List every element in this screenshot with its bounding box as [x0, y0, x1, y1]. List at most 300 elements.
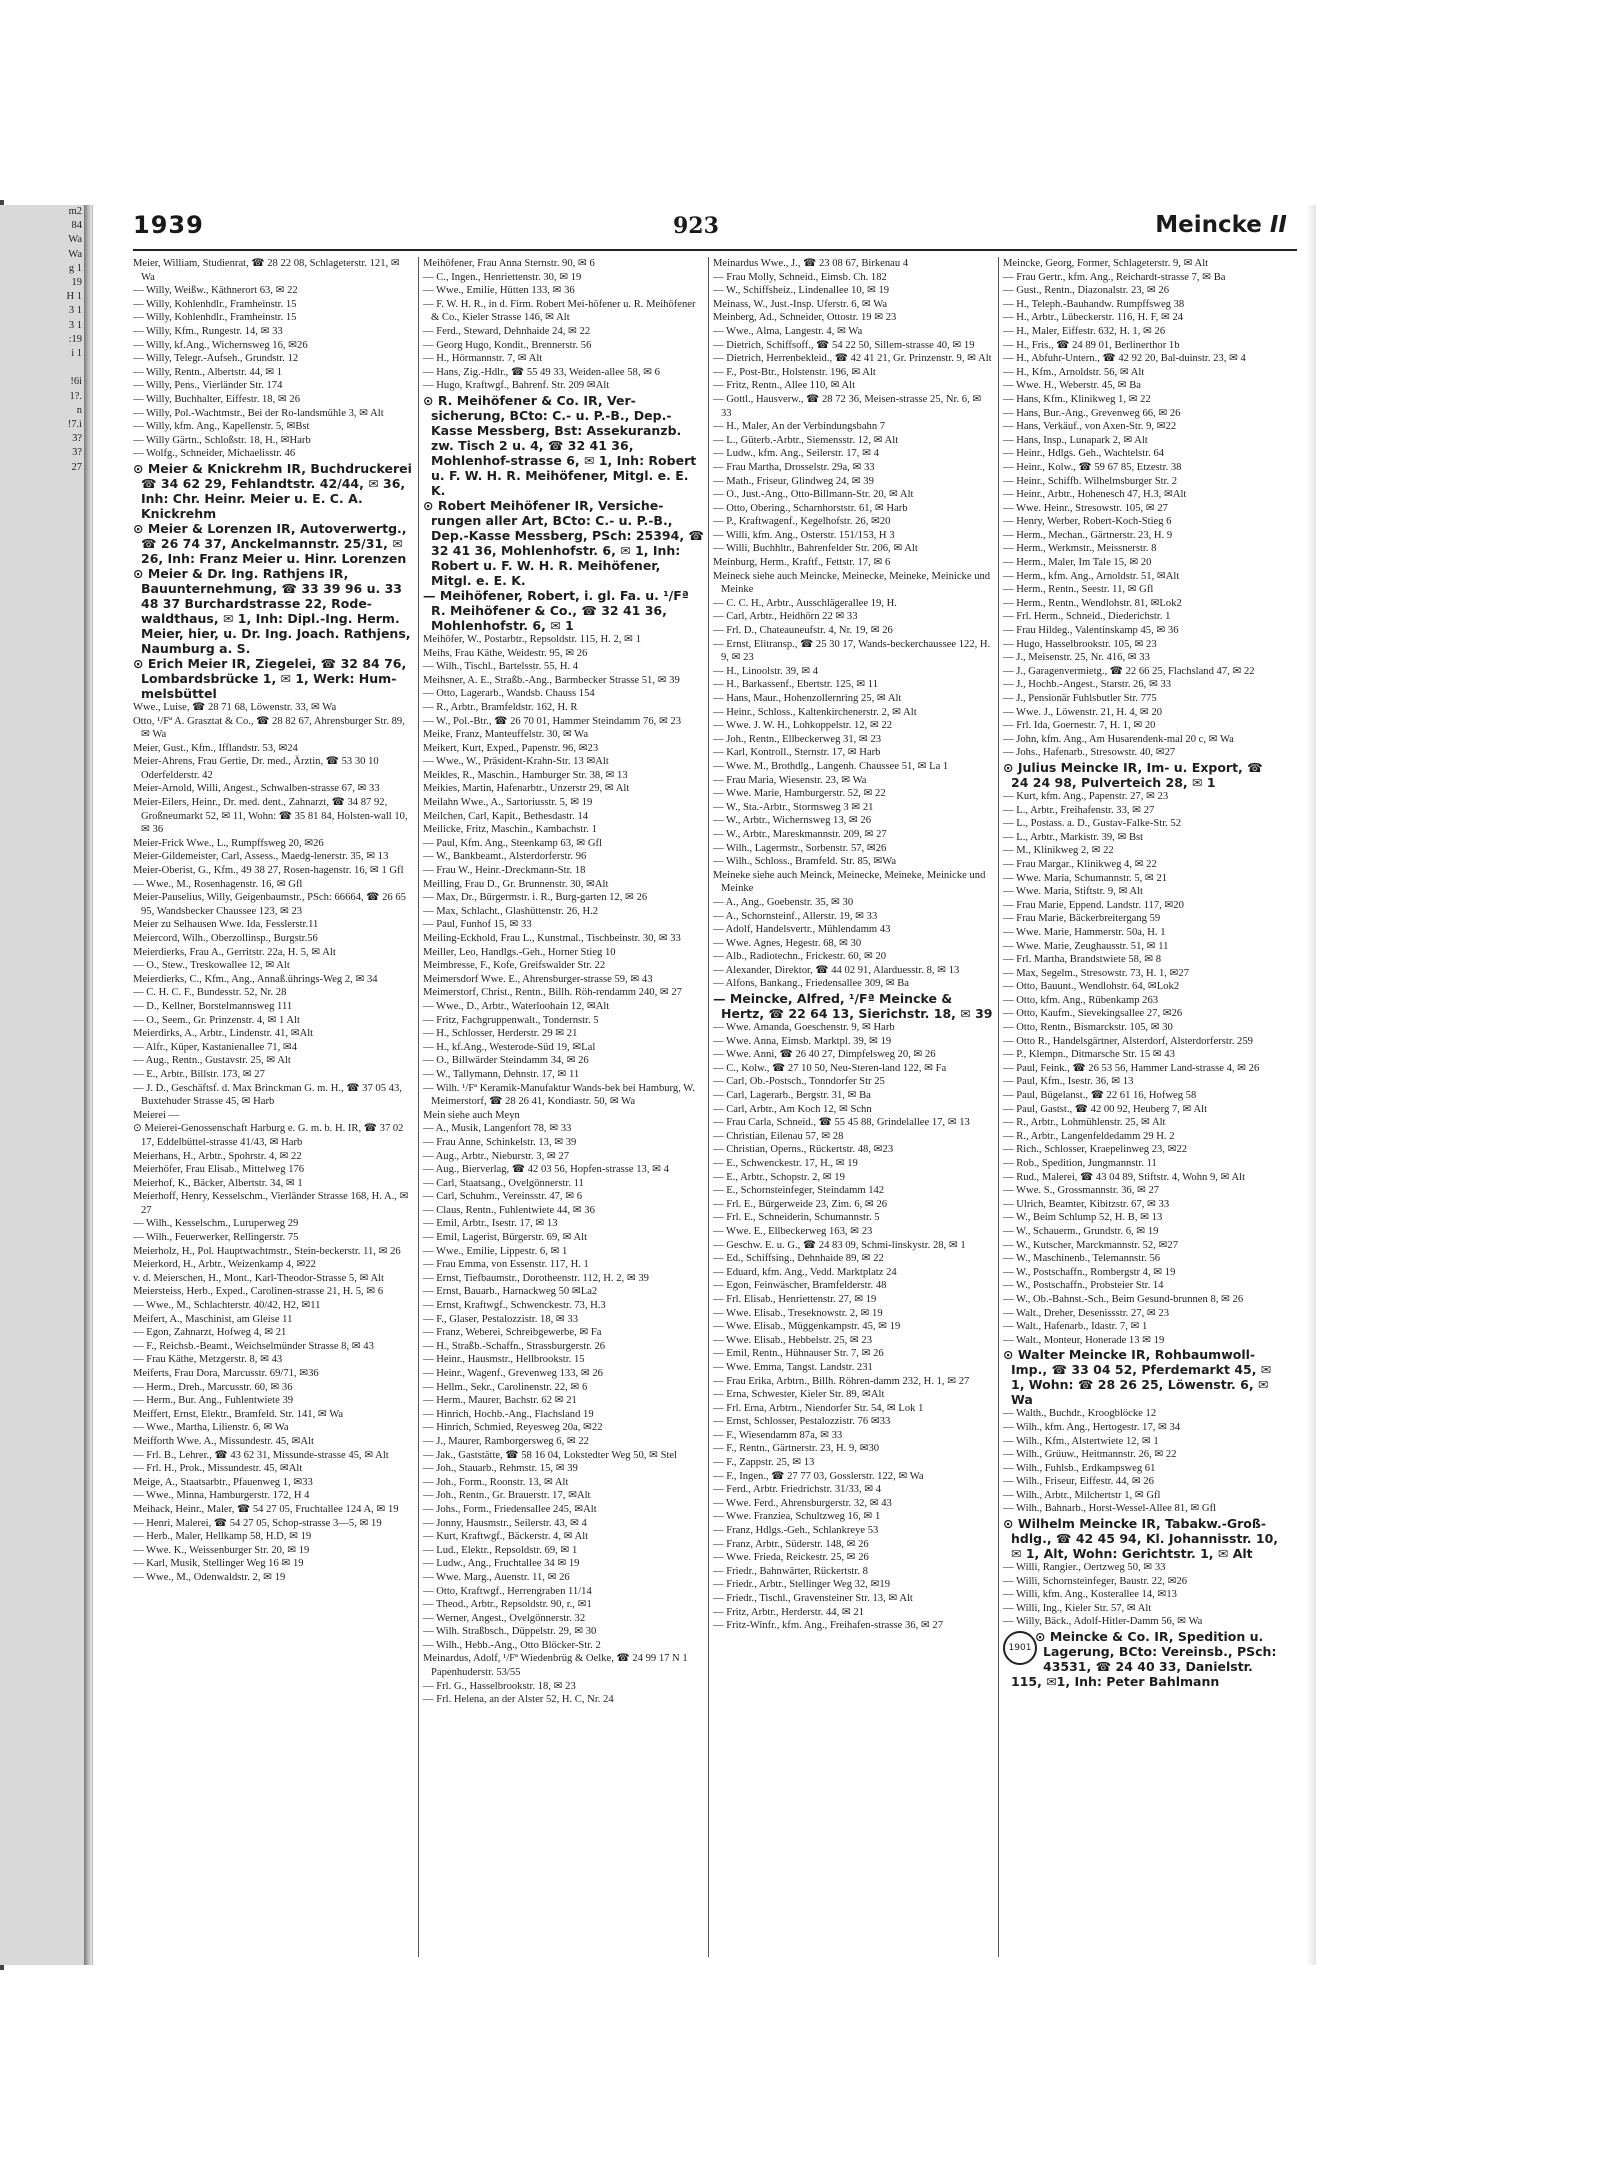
directory-entry: Meier, William, Studienrat, ☎ 28 22 08, Schlageterstr. 121, ✉ Wa	[133, 258, 400, 283]
directory-entry: — F., Zappstr. 25, ✉ 13	[713, 1457, 815, 1469]
directory-entry: — W., Sta.-Arbtr., Stormsweg 3 ✉ 21	[713, 801, 874, 813]
directory-entry: — Heinr., Kolw., ☎ 59 67 85, Etzestr. 38	[1003, 461, 1182, 473]
directory-entry: — Ernst, Tiefbaumstr., Dorotheenstr. 112, H. 2, ✉ 39	[423, 1272, 649, 1284]
directory-entry: — Paul, Kfm. Ang., Steenkamp 63, ✉ Gfl	[423, 837, 602, 849]
directory-entry: — Frau Marie, Eppend. Landstr. 117, ✉20	[1003, 899, 1184, 911]
directory-entry: — Joh., Rentn., Gr. Brauerstr. 17, ✉Alt	[423, 1490, 591, 1502]
directory-entry: — Wwe. Maria, Schumannstr. 5, ✉ 21	[1003, 872, 1168, 884]
directory-entry: — Willi, kfm. Ang., Osterstr. 151/153, H 3	[713, 529, 895, 541]
strip-line: Wa	[68, 248, 82, 260]
directory-entry: — H., Linoolstr. 39, ✉ 4	[713, 665, 819, 677]
directory-entry: ⊙ Meier & Knickrehm IR, Buchdruckerei ☎ 34 62 29, Fehlandtstr. 42/44, ✉ 36, Inh: Chr. Heinr. Meier u. E. C. A. Knickrehm	[133, 460, 412, 521]
directory-entry: — Max, Schlacht., Glashüttenstr. 26, H.2	[423, 905, 599, 917]
directory-entry: — Otto, Rentn., Bismarckstr. 105, ✉ 30	[1003, 1022, 1173, 1034]
directory-entry: — O., Just.-Ang., Otto-Billmann-Str. 20, ✉ Alt	[713, 489, 914, 501]
directory-entry: — Willy, Telegr.-Aufseh., Grundstr. 12	[133, 353, 299, 365]
directory-entry: — Wwe. Emma, Tangst. Landstr. 231	[713, 1361, 873, 1373]
strip-line	[0, 588, 84, 602]
directory-entry: Meinardus, Adolf, ¹/Fª Wiedenbrüg & Oelke, ☎ 24 99 17 N 1 Papenhuderstr. 53/55	[423, 1653, 688, 1679]
strip-line	[0, 830, 84, 844]
directory-entry: — Frau Hildeg., Valentinskamp 45, ✉ 36	[1003, 625, 1179, 637]
directory-entry: — A., Schornsteinf., Allerstr. 19, ✉ 33	[713, 910, 878, 922]
directory-entry: — H., Schlosser, Herderstr. 29 ✉ 21	[423, 1028, 578, 1040]
directory-entry: Meinberg, Ad., Schneider, Ottostr. 19 ✉ 23	[713, 312, 897, 324]
directory-entry: — C., Ingen., Henriettenstr. 30, ✉ 19	[423, 271, 582, 283]
directory-entry: — Wwe. Amanda, Goeschenstr. 9, ✉ Harb	[713, 1022, 895, 1034]
directory-entry: Meige, A., Staatsarbtr., Pfauenweg 1, ✉33	[133, 1476, 313, 1488]
directory-entry: Meierdierks, C., Kfm., Ang., Annaß.ührings-Weg 2, ✉ 34	[133, 973, 378, 985]
strip-line	[0, 503, 84, 517]
directory-entry: — Willy, Pens., Vierländer Str. 174	[133, 380, 283, 392]
directory-entry: — Hans, Insp., Lunapark 2, ✉ Alt	[1003, 434, 1148, 446]
book-gutter	[84, 205, 92, 1965]
directory-entry: — C. H. C. F., Bundesstr. 52, Nr. 28	[133, 987, 287, 999]
directory-entry: Meier zu Selhausen Wwe. Ida, Fesslerstr.11	[133, 919, 319, 931]
strip-line	[0, 759, 84, 773]
directory-entry: Meilahn Wwe., A., Sartoriusstr. 5, ✉ 19	[423, 797, 593, 809]
directory-entry: — Otto, Obering., Scharnhorststr. 61, ✉ Harb	[713, 502, 908, 514]
strip-line: 1?.	[69, 390, 82, 402]
directory-entry: — Wilh., Arbtr., Milchertstr 1, ✉ Gfl	[1003, 1489, 1161, 1501]
strip-line	[0, 1086, 84, 1100]
directory-entry: — Wilh., Fuhlsb., Erdkampsweg 61	[1003, 1462, 1156, 1474]
directory-entry: Meineke siehe auch Meinck, Meinecke, Meineke, Meinicke und Meinke	[713, 869, 986, 895]
directory-entry: Meifforth Wwe. A., Missundestr. 45, ✉Alt	[133, 1435, 314, 1447]
strip-line	[0, 674, 84, 688]
directory-entry: Meiercord, Wilh., Oberzollinsp., Burgstr.56	[133, 933, 318, 944]
strip-line	[0, 574, 84, 588]
directory-entry: — Herm., Dreh., Marcusstr. 60, ✉ 36	[133, 1381, 293, 1393]
directory-entry: — Wilh., Bahnarb., Horst-Wessel-Allee 81, ✉ Gfl	[1003, 1503, 1217, 1515]
directory-entry: — Frau Anne, Schinkelstr. 13, ✉ 39	[423, 1136, 577, 1148]
directory-entry: — Dietrich, Schiffsoff., ☎ 54 22 50, Sillem-strasse 40, ✉ 19	[713, 339, 975, 351]
directory-entry: — E., Schwenckestr. 17, H., ✉ 19	[713, 1158, 858, 1169]
directory-entry: — Hugo, Hasselbrookstr. 105, ✉ 23	[1003, 638, 1157, 650]
firm-seal-icon: 1901	[1003, 1631, 1037, 1665]
directory-entry: Meikies, Martin, Hafenarbtr., Unzerstr 29, ✉ Alt	[423, 783, 630, 795]
strip-line: !7.ì	[67, 419, 82, 431]
directory-entry: — Herb., Maler, Hellkamp 58, H.D, ✉ 19	[133, 1531, 312, 1543]
directory-entry: — Kurt, Kraftwgf., Bäckerstr. 4, ✉ Alt	[423, 1531, 589, 1543]
strip-line	[0, 1199, 84, 1213]
directory-entry: — Karl, Kontroll., Sternstr. 17, ✉ Harb	[713, 747, 881, 759]
directory-entry: — Frau Emma, von Essenstr. 117, H. 1	[423, 1259, 589, 1271]
directory-entry: — E., Arbtr., Billstr. 173, ✉ 27	[133, 1068, 265, 1080]
directory-entry: — Joh., Rentn., Ellbeckerweg 31, ✉ 23	[713, 733, 882, 745]
directory-entry: — W., Beim Schlump 52, H. B, ✉ 13	[1003, 1212, 1163, 1224]
strip-line	[0, 802, 84, 816]
strip-line	[0, 1029, 84, 1043]
directory-entry: — Wwe. H., Weberstr. 45, ✉ Ba	[1003, 380, 1141, 392]
directory-entry: — F., Rentn., Gärtnerstr. 23, H. 9, ✉30	[713, 1443, 880, 1455]
directory-entry: — Wwe., Minna, Hamburgerstr. 172, H 4	[133, 1490, 310, 1502]
directory-entry: — Wwe., Emilie, Hütten 133, ✉ 36	[423, 285, 575, 297]
directory-entry: Meinardus Wwe., J., ☎ 23 08 67, Birkenau 4	[713, 258, 909, 269]
directory-entry: — Meihöfener, Robert, i. gl. Fa. u. ¹/Fª R. Meihöfener & Co., ☎ 32 41 36, Mohlenhofstr. 6, ✉ 1	[423, 587, 689, 633]
directory-entry: Meier-Gildemeister, Carl, Assess., Maedg-lenerstr. 35, ✉ 13	[133, 851, 389, 863]
directory-entry: — Fritz, Fachgruppenwalt., Tondernstr. 5	[423, 1014, 599, 1026]
directory-entry: Meimbresse, F., Kofe, Greifswalder Str. 22	[423, 960, 606, 972]
strip-line	[0, 944, 84, 958]
directory-entry: Meihs, Frau Käthe, Weidestr. 95, ✉ 26	[423, 647, 588, 659]
directory-entry: — Wwe. Anna, Eimsb. Marktpl. 39, ✉ 19	[713, 1035, 892, 1047]
directory-entry: — Willy, kfm. Ang., Kapellenstr. 5, ✉Bst	[133, 421, 310, 433]
directory-entry: — Hans, Verkäuf., von Axen-Str. 9, ✉22	[1003, 421, 1177, 433]
directory-entry: — Wilh., Grüuw., Heitmannstr. 26, ✉ 22	[1003, 1449, 1177, 1461]
directory-entry: — Herm., Bur. Ang., Fuhlentwiete 39	[133, 1395, 294, 1407]
directory-entry: — L., Arbtr., Markistr. 39, ✉ Bst	[1003, 831, 1144, 843]
range-name: Meincke	[1155, 212, 1262, 238]
directory-entry: — Wilh., Hebb.-Ang., Otto Blöcker-Str. 2	[423, 1639, 601, 1651]
directory-entry: — O., Billwärder Steindamm 34, ✉ 26	[423, 1055, 589, 1067]
directory-entry: — W., Ob.-Bahnst.-Sch., Beim Gesund-brunnen 8, ✉ 26	[1003, 1293, 1244, 1305]
directory-entry: — J., Meisenstr. 25, Nr. 416, ✉ 33	[1003, 652, 1150, 664]
strip-line	[0, 617, 84, 631]
directory-entry: Meilling, Frau D., Gr. Brunnenstr. 30, ✉Alt	[423, 878, 609, 890]
directory-entry: — W., Tallymann, Dehnstr. 17, ✉ 11	[423, 1068, 580, 1080]
directory-entry: — Walt., Hafenarb., Idastr. 7, ✉ 1	[1003, 1321, 1148, 1333]
directory-entry: Meier-Arnold, Willi, Angest., Schwalben-strasse 67, ✉ 33	[133, 783, 380, 795]
directory-entry: Meier-Pauselius, Willy, Geigenbaumstr., PSch: 66664, ☎ 26 65 95, Wandsbecker Chaussee 123, ✉ 23	[133, 892, 406, 917]
directory-entry: — Willy, Rentn., Albertstr. 44, ✉ 1	[133, 366, 283, 378]
directory-entry: — J., Maurer, Ramborgersweg 6, ✉ 22	[423, 1435, 589, 1447]
directory-entry: Meierholz, H., Pol. Hauptwachtmstr., Stein-beckerstr. 11, ✉ 26	[133, 1245, 401, 1257]
directory-entry: — Friedr., Bahnwärter, Rückertstr. 8	[713, 1565, 868, 1577]
directory-entry: — W., Maschinenb., Telemannstr. 56	[1003, 1253, 1161, 1265]
range-roman: II	[1269, 212, 1287, 238]
directory-entry: — Willi, Schornsteinfeger, Baustr. 22, ✉26	[1003, 1575, 1188, 1587]
directory-entry: — Rob., Spedition, Jungmannstr. 11	[1003, 1158, 1157, 1169]
directory-entry: — Hinrich, Hochb.-Ang., Flachsland 19	[423, 1408, 594, 1420]
strip-line	[0, 546, 84, 560]
directory-entry: — Willy, kf.Ang., Wichernsweg 16, ✉26	[133, 339, 308, 351]
directory-entry: — Ernst, Bauarb., Harnackweg 50 ✉La2	[423, 1286, 598, 1298]
strip-line	[0, 887, 84, 901]
strip-line	[0, 1142, 84, 1156]
directory-entry: — W., Postschaffn., Probsteier Str. 14	[1003, 1280, 1164, 1292]
directory-entry: — Theod., Arbtr., Repsoldstr. 90, r., ✉1	[423, 1599, 592, 1611]
directory-entry: — W., Schauerm., Grundstr. 6, ✉ 19	[1003, 1225, 1159, 1237]
directory-entry: Meifert, A., Maschinist, am Gleise 11	[133, 1313, 293, 1325]
directory-entry: — Dietrich, Herrenbekleid., ☎ 42 41 21, Gr. Prinzenstr. 9, ✉ Alt	[713, 353, 992, 365]
directory-entry: — Wwe. Elisab., Treseknowstr. 2, ✉ 19	[713, 1307, 883, 1319]
page-number: 923	[673, 213, 719, 239]
directory-entry: — Willy, Kohlenhdlr., Framheinstr. 15	[133, 312, 297, 324]
directory-entry: — Wwe. Elisab., Hebbelstr. 25, ✉ 23	[713, 1334, 873, 1346]
directory-entry: — Otto, Kraftwgf., Herrengraben 11/14	[423, 1585, 592, 1597]
strip-line	[0, 475, 84, 489]
directory-entry: — Frl. E., Bürgerweide 23, Zim. 6, ✉ 26	[713, 1198, 888, 1210]
directory-entry: — Frau Käthe, Metzgerstr. 8, ✉ 43	[133, 1354, 283, 1366]
directory-entry: — Wwe., M., Odenwaldstr. 2, ✉ 19	[133, 1571, 286, 1583]
directory-columns	[133, 257, 1297, 1957]
directory-entry: — O., Stew., Treskowallee 12, ✉ Alt	[133, 960, 290, 972]
directory-entry: — Willy, Pol.-Wachtmstr., Bei der Ro-landsmühle 3, ✉ Alt	[133, 407, 384, 419]
directory-entry: — Frl. Elisab., Henriettenstr. 27, ✉ 19	[713, 1293, 877, 1305]
strip-line	[0, 560, 84, 574]
directory-entry: — Frau Gertr., kfm. Ang., Reichardt-strasse 7, ✉ Ba	[1003, 271, 1226, 283]
directory-entry: — Frau W., Heinr.-Dreckmann-Str. 18	[423, 865, 586, 877]
strip-line: n	[76, 404, 82, 416]
directory-entry: — Hinrich, Schmied, Reyesweg 20a, ✉22	[423, 1422, 603, 1434]
directory-entry: — Math., Friseur, Glindweg 24, ✉ 39	[713, 475, 874, 487]
directory-entry: Meihöfener, Frau Anna Sternstr. 90, ✉ 6	[423, 258, 595, 269]
directory-entry: — Max, Dr., Bürgermstr. i. R., Burg-garten 12, ✉ 26	[423, 892, 648, 904]
directory-entry: — Frl. G., Hasselbrookstr. 18, ✉ 23	[423, 1680, 576, 1692]
directory-entry: — Werner, Angest., Ovelgönnerstr. 32	[423, 1612, 586, 1624]
directory-entry: — Franz, Arbtr., Süderstr. 148, ✉ 26	[713, 1538, 869, 1550]
previous-page-strip	[0, 205, 84, 1965]
directory-entry: — Frl. B., Lehrer., ☎ 43 62 31, Missunde-strasse 45, ✉ Alt	[133, 1449, 389, 1461]
directory-entry: Meineck siehe auch Meincke, Meinecke, Meineke, Meinicke und Meinke	[713, 570, 991, 596]
directory-entry: — H., kf.Ang., Westerode-Süd 19, ✉Lal	[423, 1041, 596, 1053]
strip-line	[0, 1114, 84, 1128]
strip-line	[0, 361, 84, 375]
directory-entry: ⊙ Walter Meincke IR, Rohbaumwoll-Imp., ☎ 33 04 52, Pferdemarkt 45, ✉ 1, Wohn: ☎ 28 26 25, Löwenstr. 6, ✉Wa	[1003, 1347, 1272, 1408]
directory-entry: — Wwe. Heinr., Stresowstr. 105, ✉ 27	[1003, 502, 1168, 514]
directory-entry: — Alfons, Bankang., Friedensallee 309, ✉ Ba	[713, 978, 909, 990]
directory-entry: — W., Schiffsheiz., Lindenallee 10, ✉ 19	[713, 285, 890, 297]
directory-entry: — Ernst, Schlosser, Pestalozzistr. 76 ✉33	[713, 1416, 891, 1428]
strip-line: m2	[68, 206, 82, 217]
directory-entry: — Frl. Helena, an der Alster 52, H. C, Nr. 24	[423, 1694, 614, 1706]
directory-entry: Meierdirks, A., Arbtr., Lindenstr. 41, ✉Alt	[133, 1028, 314, 1040]
directory-entry: — Wwe. Anni, ☎ 26 40 27, Dimpfelsweg 20, ✉ 26	[713, 1049, 936, 1061]
directory-entry: — Karl, Musik, Stellinger Weg 16 ✉ 19	[133, 1558, 304, 1570]
directory-entry: — Heinr., Schiffb. Wilhelmsburger Str. 2	[1003, 475, 1178, 487]
directory-entry: Meiffert, Ernst, Elektr., Bramfeld. Str. 141, ✉ Wa	[133, 1408, 344, 1420]
directory-entry: — Alb., Radiotechn., Frickestr. 60, ✉ 20	[713, 951, 887, 963]
strip-line	[0, 660, 84, 674]
directory-entry: — Herm., Rentn., Wendlohstr. 81, ✉Lok2	[1003, 597, 1182, 609]
directory-entry: — Willy Gärtn., Schloßstr. 18, H., ✉Harb	[133, 434, 311, 446]
directory-entry: — Frau Erika, Arbtrn., Billh. Röhren-damm 232, H. 1, ✉ 27	[713, 1375, 970, 1387]
directory-entry: — Willy, Kohlenhdlr., Framheinstr. 15	[133, 298, 297, 310]
strip-line	[0, 986, 84, 1000]
strip-line	[0, 972, 84, 986]
directory-entry: — Ed., Schiffsing., Dehnhaide 89, ✉ 22	[713, 1253, 884, 1265]
directory-entry: — H., Kfm., Arnoldstr. 56, ✉ Alt	[1003, 366, 1145, 378]
directory-entry: Meier-Frick Wwe., L., Rumpffsweg 20, ✉26	[133, 837, 324, 849]
directory-entry: — Frl. D., Chateauneufstr. 4, Nr. 19, ✉ 26	[713, 625, 893, 637]
directory-entry: — H., Hörmannstr. 7, ✉ Alt	[423, 353, 543, 365]
directory-entry: Meierhöfer, Frau Elisab., Mittelweg 176	[133, 1164, 305, 1176]
directory-entry: Meierdierks, Frau A., Gerritstr. 22a, H. 5, ✉ Alt	[133, 946, 336, 958]
directory-entry: — Heinr., Schloss., Kaltenkirchenerstr. 2, ✉ Alt	[713, 706, 917, 718]
directory-entry: — R., Arbtr., Lohmühlenstr. 25, ✉ Alt	[1003, 1117, 1166, 1129]
directory-entry: — Johs., Form., Friedensallee 245, ✉Alt	[423, 1503, 597, 1515]
strip-line: H 1	[66, 291, 82, 303]
directory-entry: — Willi, kfm. Ang., Kosterallee 14, ✉13	[1003, 1589, 1177, 1601]
directory-entry: — John, kfm. Ang., Am Husarendenk-mal 20 c, ✉ Wa	[1003, 733, 1234, 745]
directory-entry: — R., Arbtr., Langenfeldedamm 29 H. 2	[1003, 1130, 1175, 1142]
directory-entry: — F., Glaser, Pestalozzistr. 18, ✉ 33	[423, 1313, 579, 1325]
directory-page	[92, 205, 1307, 1965]
directory-entry: — C., Kolw., ☎ 27 10 50, Neu-Steren-land 122, ✉ Fa	[713, 1062, 947, 1074]
directory-entry: — E., Arbtr., Schopstr. 2, ✉ 19	[713, 1171, 845, 1183]
strip-line	[0, 1071, 84, 1085]
directory-entry: — Fritz, Rentn., Allee 110, ✉ Alt	[713, 380, 856, 392]
column-divider	[708, 257, 709, 1957]
directory-entry: — L., Arbtr., Freihafenstr. 33, ✉ 27	[1003, 804, 1155, 816]
directory-entry: — Rich., Schlosser, Kraepelinweg 23, ✉22	[1003, 1144, 1188, 1156]
directory-entry: Meinass, W., Just.-Insp. Uferstr. 6, ✉ Wa	[713, 298, 888, 310]
directory-entry: — Wwe., Emilie, Lippestr. 6, ✉ 1	[423, 1245, 568, 1257]
right-page-edge	[1306, 205, 1316, 1965]
directory-entry: — Hans, Maur., Hohenzollernring 25, ✉ Alt	[713, 693, 902, 704]
directory-entry: — Adolf, Handelsvertr., Mühlendamm 43	[713, 924, 891, 936]
directory-entry: — Paul, Funhof 15, ✉ 33	[423, 919, 532, 931]
directory-entry: — Lud., Elektr., Repsoldstr. 69, ✉ 1	[423, 1544, 578, 1556]
directory-entry: — H., Maler, Eiffestr. 632, H. 1, ✉ 26	[1003, 325, 1166, 337]
directory-entry: — Geschw. E. u. G., ☎ 24 83 09, Schmi-linskystr. 28, ✉ 1	[713, 1239, 966, 1251]
directory-entry: — Hans, Kfm., Klinikweg 1, ✉ 22	[1003, 393, 1151, 405]
directory-entry: — Wwe. M., Brothdlg., Langenh. Chaussee 51, ✉ La 1	[713, 760, 949, 772]
strip-line	[0, 1213, 84, 1227]
strip-line	[0, 844, 84, 858]
strip-line: Wa	[68, 234, 82, 246]
directory-entry: — Christian, Eilenau 57, ✉ 28	[713, 1130, 844, 1142]
strip-line: 3 1	[68, 319, 82, 331]
directory-entry: — Wwe., M., Rosenhagenstr. 16, ✉ Gfl	[133, 878, 303, 890]
directory-entry: — H., Abfuhr-Untern., ☎ 42 92 20, Bal-duinstr. 23, ✉ 4	[1003, 353, 1246, 365]
strip-line	[0, 1000, 84, 1014]
directory-entry: ⊙ Erich Meier IR, Ziegelei, ☎ 32 84 76, Lombardsbrücke 1, ✉ 1, Werk: Hum-melsbüttel	[133, 655, 407, 701]
directory-entry: Meimerstorf, Christ., Rentn., Billh. Röh-rendamm 240, ✉ 27	[423, 987, 682, 999]
directory-entry: ⊙ Meierei-Genossenschaft Harburg e. G. m. b. H. IR, ☎ 37 02 17, Eddelbüttel-strasse 41/43, ✉ Harb	[133, 1123, 404, 1148]
directory-entry: Meierei —	[133, 1109, 180, 1121]
directory-entry: — Wwe. Elisab., Müggenkampstr. 45, ✉ 19	[713, 1321, 901, 1333]
directory-entry: — Friedr., Arbtr., Stellinger Weg 32, ✉19	[713, 1579, 891, 1591]
directory-entry: — Friedr., Tischl., Gravensteiner Str. 13, ✉ Alt	[713, 1593, 913, 1604]
directory-entry: — Heinr., Arbtr., Hohenesch 47, H.3, ✉Alt	[1003, 489, 1187, 501]
directory-entry: — Emil, Rentn., Hühnauser Str. 7, ✉ 26	[713, 1348, 884, 1360]
directory-entry: — H., Teleph.-Bauhandw. Rumpffsweg 38	[1003, 298, 1185, 310]
directory-entry: — Frau Marie, Bäckerbreitergang 59	[1003, 913, 1161, 925]
directory-entry: Meierhof, K., Bäcker, Albertstr. 34, ✉ 1	[133, 1177, 303, 1189]
directory-entry: — J., Garagenvermietg., ☎ 22 66 25, Flachsland 47, ✉ 22	[1003, 665, 1255, 677]
directory-entry: — C. C. H., Arbtr., Ausschlägerallee 19, H.	[713, 597, 897, 609]
directory-entry: — Frl. Martha, Brandstwiete 58, ✉ 8	[1003, 954, 1162, 966]
strip-line	[0, 1185, 84, 1199]
directory-entry: — D., Kellner, Borstelmannsweg 111	[133, 1000, 293, 1012]
header-rule	[133, 249, 1297, 251]
directory-entry: — Otto, Lagerarb., Wandsb. Chauss 154	[423, 688, 595, 700]
directory-entry: v. d. Meierschen, H., Mont., Karl-Theodor-Strasse 5, ✉ Alt	[133, 1272, 384, 1284]
strip-line: i 1	[71, 348, 82, 360]
directory-entry: — Henri, Malerei, ☎ 54 27 05, Schop-strasse 3—5, ✉ 19	[133, 1517, 382, 1529]
directory-entry: — Franz, Weberei, Schreibgewerbe, ✉ Fa	[423, 1327, 602, 1339]
directory-entry: — J., Hochb.-Angest., Starstr. 26, ✉ 33	[1003, 679, 1172, 691]
directory-entry: — Herm., Werkmstr., Meissnerstr. 8	[1003, 543, 1157, 555]
directory-entry: Meier-Ahrens, Frau Gertie, Dr. med., Ärztin, ☎ 53 30 10 Oderfelderstr. 42	[133, 756, 379, 781]
strip-line	[0, 858, 84, 872]
strip-line	[0, 958, 84, 972]
directory-entry: — Carl, Lagerarb., Bergstr. 31, ✉ Ba	[713, 1090, 871, 1102]
directory-entry: — Carl, Staatsang., Ovelgönnerstr. 11	[423, 1177, 584, 1189]
directory-entry: — Wwe., D., Arbtr., Waterloohain 12, ✉Alt	[423, 1000, 610, 1012]
directory-entry: Meilchen, Carl, Kapit., Bethesdastr. 14	[423, 810, 589, 822]
directory-entry: — E., Schornsteinfeger, Steindamm 142	[713, 1185, 885, 1197]
directory-entry: — Rud., Malerei, ☎ 43 04 89, Stiftstr. 4, Wohn 9, ✉ Alt	[1003, 1171, 1246, 1183]
directory-entry: — Wwe. Marie, Zeughausstr. 51, ✉ 11	[1003, 940, 1169, 952]
directory-entry: — W., Kutscher, Marckmannstr. 52, ✉27	[1003, 1239, 1178, 1251]
strip-line	[0, 731, 84, 745]
directory-entry: — Wwe. E., Ellbeckerweg 163, ✉ 23	[713, 1225, 873, 1237]
directory-entry: — Ferd., Arbtr. Friedrichstr. 31/33, ✉ 4	[713, 1484, 882, 1496]
strip-line	[0, 745, 84, 759]
directory-entry: Otto, ¹/Fª A. Grasztat & Co., ☎ 28 82 67, Ahrensburger Str. 89, ✉ Wa	[133, 715, 405, 741]
directory-entry: — Wwe. Marie, Hammerstr. 50a, H. 1	[1003, 926, 1166, 938]
directory-entry: Meier, Gust., Kfm., Ifflandstr. 53, ✉24	[133, 742, 298, 754]
directory-entry: Meiferts, Frau Dora, Marcusstr. 69/71, ✉36	[133, 1368, 319, 1379]
strip-line: :19	[68, 333, 82, 345]
directory-entry: — Wwe. Marg., Auenstr. 11, ✉ 26	[423, 1571, 570, 1583]
directory-entry: — W., Arbtr., Mareskmannstr. 209, ✉ 27	[713, 828, 887, 840]
strip-line	[0, 816, 84, 830]
directory-entry: — Egon, Feinwäscher, Bramfelderstr. 48	[713, 1280, 887, 1292]
directory-entry: — Ludw., Ang., Fruchtallee 34 ✉ 19	[423, 1558, 580, 1570]
directory-entry: — Otto, kfm. Ang., Rübenkamp 263	[1003, 994, 1159, 1006]
directory-entry: — O., Seem., Gr. Prinzenstr. 4, ✉ 1 Alt	[133, 1014, 300, 1026]
strip-line: 27	[71, 461, 82, 473]
directory-entry: Meierkord, H., Arbtr., Weizenkamp 4, ✉22	[133, 1259, 316, 1271]
strip-line: 84	[71, 220, 82, 232]
directory-entry: Wwe., Luise, ☎ 28 71 68, Löwenstr. 33, ✉ Wa	[133, 701, 337, 713]
strip-line	[0, 1228, 84, 1242]
directory-entry: — Paul, Feink., ☎ 26 53 56, Hammer Land-strasse 4, ✉ 26	[1003, 1062, 1260, 1074]
directory-entry: — Hans, Bur.-Ang., Grevenweg 66, ✉ 26	[1003, 407, 1181, 419]
directory-entry: — Wwe. Franziea, Schultzweg 16, ✉ 1	[713, 1511, 881, 1523]
directory-entry: — Aug., Arbtr., Nieburstr. 3, ✉ 27	[423, 1150, 570, 1162]
strip-line	[0, 1043, 84, 1057]
directory-entry: — Hellm., Sekr., Carolinenstr. 22, ✉ 6	[423, 1381, 588, 1393]
directory-entry: ⊙ R. Meihöfener & Co. IR, Ver-sicherung, BCto: C.- u. P.-B., Dep.-Kasse Messberg, Bst: Assekuranzb. zw. Tisch 2 u. 4, ☎ 32 41 36, Mohlenhof-strasse 6, ✉ 1, Inh: Robert u. F. W. H. R. Meihöfener, Mitgl. e. E. K.	[423, 392, 697, 498]
directory-entry: — Wwe., W., Präsident-Krahn-Str. 13 ✉Alt	[423, 756, 609, 768]
directory-entry: — Erna, Schwester, Kieler Str. 89, ✉Alt	[713, 1389, 885, 1401]
directory-entry: — Wwe. Agnes, Hegestr. 68, ✉ 30	[713, 937, 862, 949]
header-year: 1939	[133, 211, 204, 239]
strip-line: g 1	[68, 262, 82, 274]
strip-line	[0, 1015, 84, 1029]
directory-entry: — Wwe. Maria, Stiftstr. 9, ✉ Alt	[1003, 886, 1143, 898]
directory-entry: — Wilh., kfm. Ang., Hertogestr. 17, ✉ 34	[1003, 1421, 1181, 1433]
directory-entry: — Fritz-Winfr., kfm. Ang., Freihafen-strasse 36, ✉ 27	[713, 1620, 943, 1632]
directory-entry: — Wwe. Ferd., Ahrensburgerstr. 32, ✉ 43	[713, 1497, 892, 1509]
directory-entry: — Wilh., Feuerwerker, Rellingerstr. 75	[133, 1232, 299, 1244]
directory-entry: — Carl, Arbtr., Heidhörn 22 ✉ 33	[713, 611, 858, 623]
directory-entry: — Frl. Herm., Schneid., Diederichstr. 1	[1003, 611, 1171, 623]
column-2	[423, 257, 704, 1957]
strip-line: 19	[71, 277, 82, 289]
directory-entry: — A., Musik, Langenfort 78, ✉ 33	[423, 1123, 572, 1135]
directory-entry: — Wilh. ¹/Fª Keramik-Manufaktur Wands-bek bei Hamburg, W. Meimerstorf, ☎ 28 26 41, Kondiastr. 50, ✉ Wa	[423, 1082, 695, 1108]
directory-entry: — Wwe. Frieda, Reickestr. 25, ✉ 26	[713, 1552, 869, 1564]
directory-entry: — Walth., Buchdr., Kroogblöcke 12	[1003, 1408, 1157, 1420]
directory-entry: — Carl, Schuhm., Vereinsstr. 47, ✉ 6	[423, 1191, 583, 1203]
directory-entry: — Herm., Rentn., Seestr. 11, ✉ Gfl	[1003, 584, 1154, 596]
directory-entry: — Frau Margar., Klinikweg 4, ✉ 22	[1003, 858, 1157, 870]
directory-entry: Meiling-Eckhold, Frau L., Kunstmal., Tischbeinstr. 30, ✉ 33	[423, 933, 681, 944]
column-divider	[418, 257, 419, 1957]
directory-entry: — Otto, Kaufm., Sievekingsallee 27, ✉26	[1003, 1008, 1183, 1020]
directory-entry: Meihack, Heinr., Maler, ☎ 54 27 05, Fruchtallee 124 A, ✉ 19	[133, 1503, 399, 1515]
directory-entry: — W., Bankbeamt., Alsterdorferstr. 96	[423, 851, 587, 863]
directory-entry: — Jonny, Hausmstr., Seilerstr. 43, ✉ 4	[423, 1517, 587, 1529]
directory-entry: — Herm., Mechan., Gärtnerstr. 23, H. 9	[1003, 529, 1173, 541]
directory-entry: ⊙ Meier & Lorenzen IR, Autoverwertg., ☎ 26 74 37, Anckelmannstr. 25/31, ✉ 26, Inh: Franz Meier u. Hinr. Lorenzen	[133, 520, 407, 566]
column-divider	[998, 257, 999, 1957]
